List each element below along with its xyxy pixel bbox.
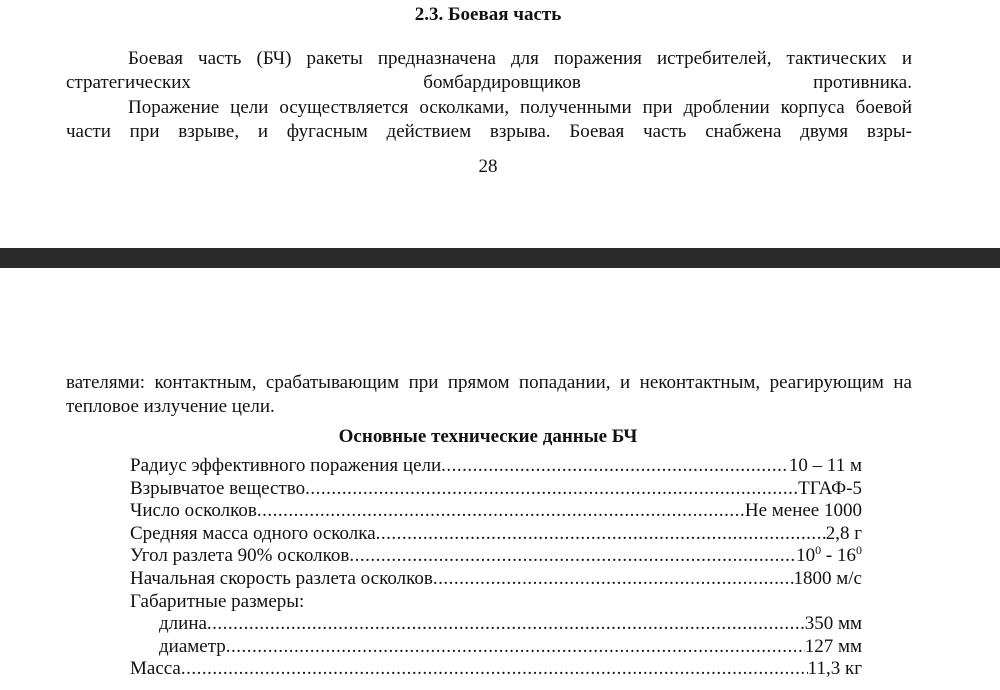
spec-row-spread-angle	[130, 545, 862, 568]
dot-leader	[181, 658, 808, 681]
dot-leader	[226, 636, 805, 659]
spec-label: Число осколков	[130, 500, 257, 522]
paragraph-continuation: вателями: контактным, срабатывающим при прямом попадании, и неконтактным, реагирующим на тепловое излучение цели.	[66, 372, 912, 417]
dot-leader	[349, 545, 796, 568]
section-title: 2.3. Боевая часть	[414, 4, 562, 25]
specs-list	[130, 455, 862, 681]
spec-label: Взрывчатое вещество	[130, 477, 306, 499]
spec-value: 1800 м/с	[793, 567, 862, 589]
document-page-top	[0, 0, 1000, 248]
specs-title: Основные технические данные БЧ	[338, 426, 638, 447]
spec-label: Радиус эффективного поражения цели	[130, 455, 442, 476]
spec-value: 127 мм	[804, 635, 862, 657]
page-separator	[0, 248, 1000, 268]
dot-leader	[207, 613, 805, 636]
spec-row-dimensions-header	[130, 591, 862, 614]
spec-value: 2,8 г	[825, 522, 862, 544]
dot-leader	[441, 455, 789, 478]
spec-value: $10^0 - 16^0$	[796, 543, 862, 567]
spec-label: диаметр	[159, 635, 226, 657]
page-number: 28	[478, 156, 498, 177]
spec-row-radius	[130, 455, 862, 478]
spec-value: ТГАФ-5	[798, 477, 862, 499]
spec-row-initial-speed	[130, 568, 862, 591]
spec-row-mass	[130, 658, 862, 681]
spec-value: Не менее 1000	[744, 500, 862, 522]
spec-label: длина	[159, 613, 207, 635]
spec-label: Начальная скорость разлета осколков	[130, 567, 433, 589]
dot-leader	[257, 500, 745, 523]
paragraph-2: Поражение цели осуществляется осколками, полученными при дроблении корпуса боевой части при взрыве, и фугасным действием взрыва. Боевая часть снабжена двумя взры-	[66, 97, 912, 142]
spec-value: 350 мм	[804, 613, 862, 635]
spec-row-fragment-mass	[130, 523, 862, 546]
spec-row-length	[130, 613, 862, 636]
spec-label: Средняя масса одного осколка	[130, 522, 376, 544]
spec-value: 11,3 кг	[807, 658, 862, 680]
spec-row-fragments	[130, 500, 862, 523]
dot-leader	[305, 478, 798, 501]
dot-leader	[433, 568, 794, 591]
dot-leader	[376, 523, 826, 546]
document-page-bottom	[0, 268, 1000, 690]
paragraph-1: Боевая часть (БЧ) ракеты предназначена для поражения истребителей, тактических и стратегических бомбардировщиков противника.	[66, 48, 912, 93]
spec-label: Угол разлета 90% осколков	[130, 545, 350, 567]
spec-row-diameter	[130, 636, 862, 659]
spec-row-explosive	[130, 478, 862, 501]
spec-value: 10 – 11 м	[788, 455, 862, 476]
spec-label: Габаритные размеры:	[130, 590, 305, 612]
spec-label: Масса	[130, 658, 181, 680]
